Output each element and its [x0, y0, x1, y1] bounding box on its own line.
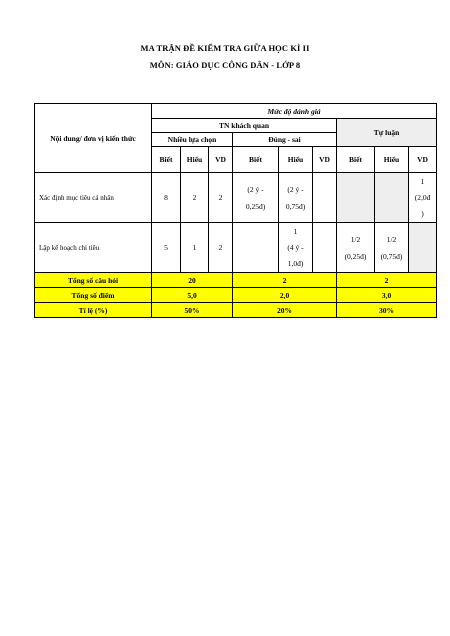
- objective-test-header: TN khách quan: [152, 119, 337, 133]
- essay-understand-cell: [375, 173, 409, 223]
- total-questions-row: [35, 273, 437, 288]
- mc-understand-cell: 1: [181, 223, 209, 273]
- header-row-1: [35, 104, 437, 119]
- total-points-row: [35, 288, 437, 303]
- level-header: Biết: [233, 147, 279, 173]
- cell-line: (2,0đ: [414, 192, 431, 202]
- ratio-mc: 50%: [152, 303, 233, 318]
- level-header: Biết: [337, 147, 375, 173]
- level-header: Biết: [152, 147, 181, 173]
- true-false-header: Đúng - sai: [233, 133, 337, 147]
- cell-line: (0,25đ): [344, 251, 367, 261]
- ratio-essay: 30%: [337, 303, 437, 318]
- level-header: VD: [313, 147, 337, 173]
- tf-understand-cell: [279, 173, 313, 223]
- row-label: Lập kế hoạch chi tiêu: [35, 223, 152, 273]
- level-header: Hiểu: [375, 147, 409, 173]
- row-label: Xác định mục tiêu cá nhân: [35, 173, 152, 223]
- total-questions-essay: 2: [337, 273, 437, 288]
- level-header: VD: [209, 147, 233, 173]
- total-questions-mc: 20: [152, 273, 233, 288]
- mc-understand-cell: 2: [181, 173, 209, 223]
- tf-apply-cell: [313, 173, 337, 223]
- assessment-matrix-table: [34, 103, 437, 318]
- cell-line: (2 ý -: [247, 184, 264, 194]
- level-header: Hiểu: [279, 147, 313, 173]
- tf-know-cell: [233, 223, 279, 273]
- total-points-label: Tổng số điểm: [35, 288, 152, 303]
- essay-know-cell: [337, 173, 375, 223]
- ratio-row: [35, 303, 437, 318]
- table-row: [35, 173, 437, 223]
- ratio-tf: 20%: [233, 303, 337, 318]
- total-points-mc: 5,0: [152, 288, 233, 303]
- mc-know-cell: 8: [152, 173, 181, 223]
- mc-apply-cell: 2: [209, 173, 233, 223]
- essay-header: Tự luận: [337, 119, 437, 147]
- cell-line: 0,25đ): [245, 201, 266, 211]
- level-header: Hiểu: [181, 147, 209, 173]
- tf-understand-cell: [279, 223, 313, 273]
- ratio-label: Tỉ lệ (%): [35, 303, 152, 318]
- essay-apply-cell: [409, 223, 437, 273]
- total-questions-tf: 2: [233, 273, 337, 288]
- document-subtitle: MÔN: GIÁO DỤC CÔNG DÂN - LỚP 8: [149, 60, 301, 70]
- cell-line: 1/2: [386, 234, 397, 244]
- cell-line: 1: [420, 176, 425, 186]
- level-header: VD: [409, 147, 437, 173]
- mc-know-cell: 5: [152, 223, 181, 273]
- cell-line: 1,0đ): [287, 258, 304, 268]
- tf-know-cell: [233, 173, 279, 223]
- total-points-essay: 3,0: [337, 288, 437, 303]
- assessment-level-header: Mức độ đánh giá: [152, 104, 437, 119]
- cell-line: ): [421, 208, 424, 218]
- essay-apply-cell: [409, 173, 437, 223]
- cell-line: 0,75đ): [285, 201, 306, 211]
- essay-understand-cell: [375, 223, 409, 273]
- content-column-header: Nội dung/ đơn vị kiến thức: [35, 104, 152, 173]
- tf-apply-cell: [313, 223, 337, 273]
- total-points-tf: 2,0: [233, 288, 337, 303]
- document-title: MA TRẬN ĐỀ KIỂM TRA GIỮA HỌC KÌ II: [140, 43, 310, 53]
- total-questions-label: Tổng số câu hỏi: [35, 273, 152, 288]
- cell-line: (2 ý -: [287, 184, 304, 194]
- table-row: [35, 223, 437, 273]
- cell-line: 1: [293, 226, 298, 236]
- cell-line: 1/2: [350, 234, 361, 244]
- cell-line: (0,75đ): [380, 251, 403, 261]
- mc-apply-cell: 2: [209, 223, 233, 273]
- cell-line: (4 ý -: [287, 242, 304, 252]
- multiple-choice-header: Nhiều lựa chọn: [152, 133, 233, 147]
- essay-know-cell: [337, 223, 375, 273]
